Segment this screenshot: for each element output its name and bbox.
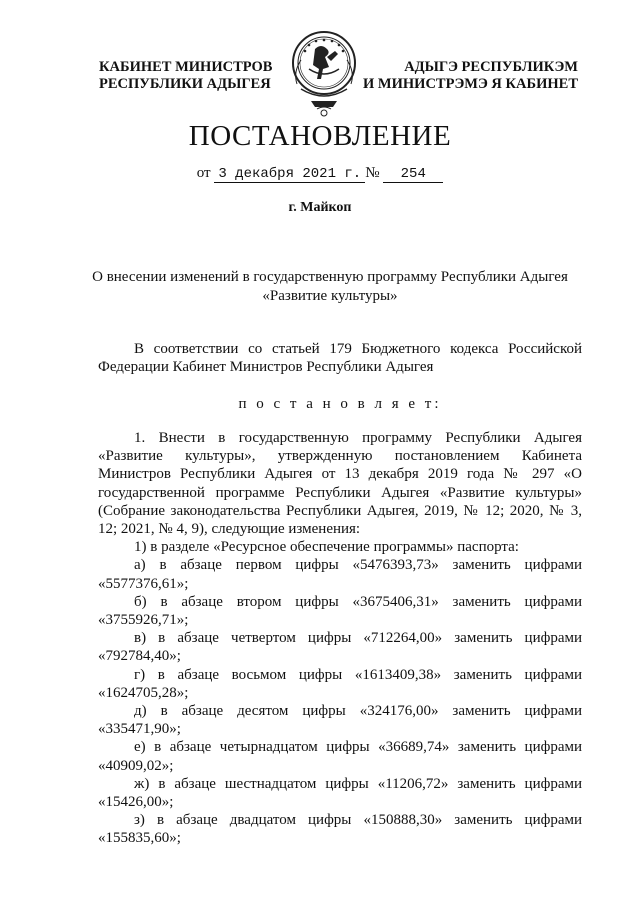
amendment-line2: «155835,60»; bbox=[98, 830, 181, 847]
header-left bbox=[99, 59, 272, 93]
header-right-line2: И МИНИСТРЭМЭ Я КАБИНЕТ bbox=[363, 76, 578, 92]
amendment-item bbox=[98, 775, 582, 811]
amendment-item bbox=[98, 738, 582, 774]
document-title: ПОСТАНОВЛЕНИЕ bbox=[188, 120, 452, 152]
amendment-line2: «40909,02»; bbox=[98, 757, 174, 774]
amendment-line1: з) в абзаце двадцатом цифры «150888,30» заменить цифрами bbox=[134, 812, 582, 829]
amendment-item bbox=[98, 556, 582, 592]
amendment-line1: в) в абзаце четвертом цифры «712264,00» заменить цифрами bbox=[134, 630, 582, 647]
preamble: В соответствии со статьей 179 Бюджетного кодекса Российской Федерации Кабинет Министров Республики Адыгея bbox=[98, 341, 582, 376]
city: г. Майкоп bbox=[288, 200, 352, 215]
amendment-line2: «15426,00»; bbox=[98, 794, 174, 811]
date-value: 3 декабря 2021 г. bbox=[214, 166, 365, 183]
amendment-line2: «792784,40»; bbox=[98, 648, 181, 665]
amendment-line2: «335471,90»; bbox=[98, 721, 181, 738]
number-value: 254 bbox=[383, 166, 443, 183]
resolves: п о с т а н о в л я е т: bbox=[238, 396, 442, 412]
header-left-line1: КАБИНЕТ МИНИСТРОВ bbox=[99, 59, 273, 75]
number-prefix: № bbox=[365, 165, 380, 181]
header-right-line1: АДЫГЭ РЕСПУБЛИКЭМ bbox=[404, 59, 578, 75]
amendment-line2: «1624705,28»; bbox=[98, 684, 189, 701]
item-1: 1. Внести в государственную программу Республики Адыгея «Развитие культуры», утвержденную постановлением Кабинета Министров Республики Адыгея от 13 декабря 2019 года № 297 «О государственной программе Республики Адыгея «Развитие культуры» (Собрание законодательства Республики Адыгея, 2019, № 12; 2020, № 3, 12; 2021, № 4, 9), следующие изменения: bbox=[98, 430, 582, 538]
amendment-line1: б) в абзаце втором цифры «3675406,31» заменить цифрами bbox=[134, 593, 582, 610]
date-line bbox=[0, 165, 640, 183]
amendment-line1: д) в абзаце десятом цифры «324176,00» заменить цифрами bbox=[134, 703, 582, 720]
amendment-item bbox=[98, 811, 582, 847]
amendment-item bbox=[98, 666, 582, 702]
subject-line2: «Развитие культуры» bbox=[262, 288, 398, 304]
emblem-icon bbox=[287, 29, 361, 121]
subject-line1: О внесении изменений в государственную программу Республики Адыгея bbox=[92, 269, 568, 285]
amendment-item bbox=[98, 702, 582, 738]
amendment-line1: е) в абзаце четырнадцатом цифры «36689,74» заменить цифрами bbox=[134, 739, 582, 756]
amendment-line2: «3755926,71»; bbox=[98, 612, 189, 629]
amendment-line1: ж) в абзаце шестнадцатом цифры «11206,72» заменить цифрами bbox=[134, 775, 582, 792]
subject bbox=[80, 268, 580, 306]
subitem-1: 1) в разделе «Ресурсное обеспечение программы» паспорта: bbox=[134, 539, 519, 556]
amendment-line2: «5577376,61»; bbox=[98, 575, 189, 592]
preamble-block bbox=[98, 340, 582, 376]
amendment-item bbox=[98, 593, 582, 629]
amendment-line1: г) в абзаце восьмом цифры «1613409,38» заменить цифрами bbox=[134, 666, 582, 683]
amendments-list bbox=[98, 556, 582, 847]
date-prefix: от bbox=[196, 165, 211, 181]
header-right bbox=[363, 59, 578, 93]
header-left-line2: РЕСПУБЛИКИ АДЫГЕЯ bbox=[99, 76, 271, 92]
main-body bbox=[98, 429, 582, 848]
amendment-line1: а) в абзаце первом цифры «5476393,73» заменить цифрами bbox=[134, 557, 582, 574]
amendment-item bbox=[98, 629, 582, 665]
resolves-block bbox=[98, 395, 582, 413]
